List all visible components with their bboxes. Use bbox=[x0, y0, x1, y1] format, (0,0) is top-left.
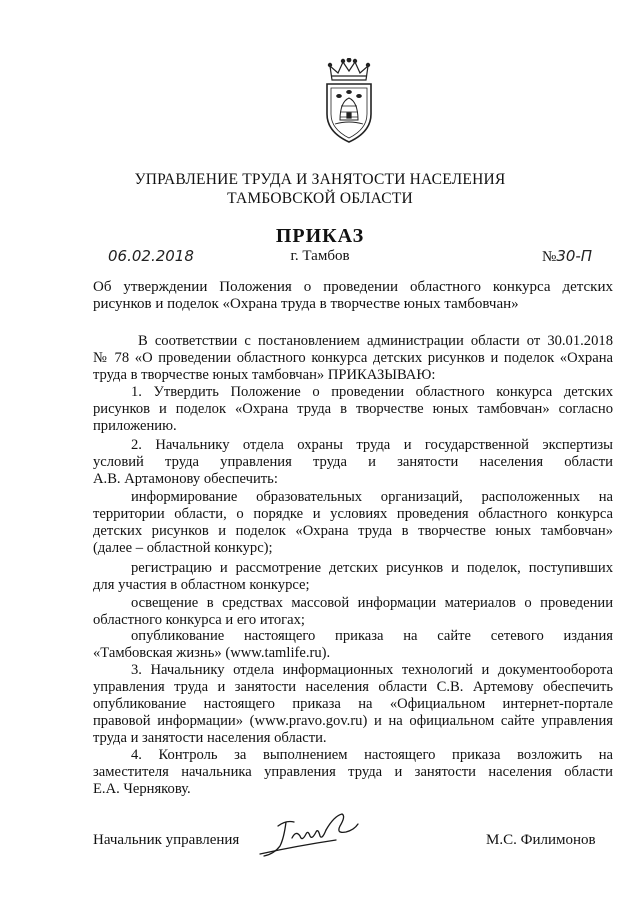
document-date: 06.02.2018 bbox=[108, 247, 194, 265]
item2-sub3-line: освещение в средствах массовой информации материалов о проведении bbox=[131, 595, 613, 611]
item2-sub3-line: областного конкурса и его итогах; bbox=[93, 612, 305, 628]
preamble-line: № 78 «О проведении областного конкурса детских рисунков и поделок «Охрана bbox=[93, 350, 613, 366]
item2-sub4-line: «Тамбовская жизнь» (www.tamlife.ru). bbox=[93, 645, 331, 661]
item2-sub1-line: детских рисунков и поделок «Охрана труда в творчестве юных тамбовчан» bbox=[93, 523, 613, 539]
item3-line: опубликование настоящего приказа на «Официальном интернет-портале bbox=[93, 696, 613, 712]
city: г. Тамбов bbox=[290, 248, 350, 264]
signatory-position: Начальник управления bbox=[93, 832, 240, 848]
preamble-line: труда в творчестве юных тамбовчан» ПРИКАЗЫВАЮ: bbox=[93, 367, 436, 383]
organization-name-line1: УПРАВЛЕНИЕ ТРУДА И ЗАНЯТОСТИ НАСЕЛЕНИЯ bbox=[134, 171, 506, 188]
number-prefix: № bbox=[542, 249, 557, 265]
item1-line: приложению. bbox=[93, 418, 177, 434]
item3-line: труда и занятости населения области. bbox=[93, 730, 327, 746]
number-value: 30-П bbox=[556, 247, 593, 265]
preamble-line: В соответствии с постановлением администрации области от 30.01.2018 bbox=[138, 333, 613, 349]
item2-sub2-line: регистрацию и рассмотрение детских рисунков и поделок, поступивших bbox=[131, 560, 613, 576]
item3-line: правовой информации» (www.pravo.gov.ru) и на официальном сайте управления bbox=[93, 713, 613, 729]
item3-line: 3. Начальнику отдела информационных технологий и документооборота bbox=[131, 662, 613, 678]
document-body bbox=[93, 0, 613, 905]
item2-sub1-line: информирование образовательных организаций, расположенных на bbox=[131, 489, 613, 505]
item2-sub1-line: территории области, о порядке и условиях проведения областного конкурса bbox=[93, 506, 613, 522]
signatory-name: М.С. Филимонов bbox=[486, 832, 596, 848]
item3-line: управления труда и занятости населения области С.В. Артемову обеспечить bbox=[93, 679, 613, 695]
handwritten-signature-icon bbox=[256, 810, 366, 860]
item4-line: Е.А. Чернякову. bbox=[93, 781, 191, 797]
document-title: ПРИКАЗ bbox=[275, 225, 365, 247]
item2-sub2-line: для участия в областном конкурсе; bbox=[93, 577, 310, 593]
organization-name-line2: ТАМБОВСКОЙ ОБЛАСТИ bbox=[227, 190, 413, 207]
item2-sub4-line: опубликование настоящего приказа на сайте сетевого издания bbox=[131, 628, 613, 644]
document-subject: Об утверждении Положения о проведении областного конкурса детских рисунков и поделок «Охрана труда в творчестве юных тамбовчан» bbox=[93, 279, 613, 312]
item1-line: 1. Утвердить Положение о проведении областного конкурса детских bbox=[131, 384, 613, 400]
item1-line: рисунков и поделок «Охрана труда в творчестве юных тамбовчан» согласно bbox=[93, 401, 613, 417]
item2-line: условий труда управления труда и занятости населения области bbox=[93, 454, 613, 470]
item4-line: заместителя начальника управления труда и занятости населения области bbox=[93, 764, 613, 780]
item4-line: 4. Контроль за выполнением настоящего приказа возложить на bbox=[131, 747, 613, 763]
item2-line: 2. Начальнику отдела охраны труда и государственной экспертизы bbox=[131, 437, 613, 453]
item2-line: А.В. Артамонову обеспечить: bbox=[93, 471, 278, 487]
item2-sub1-line: (далее – областной конкурс); bbox=[93, 540, 273, 556]
